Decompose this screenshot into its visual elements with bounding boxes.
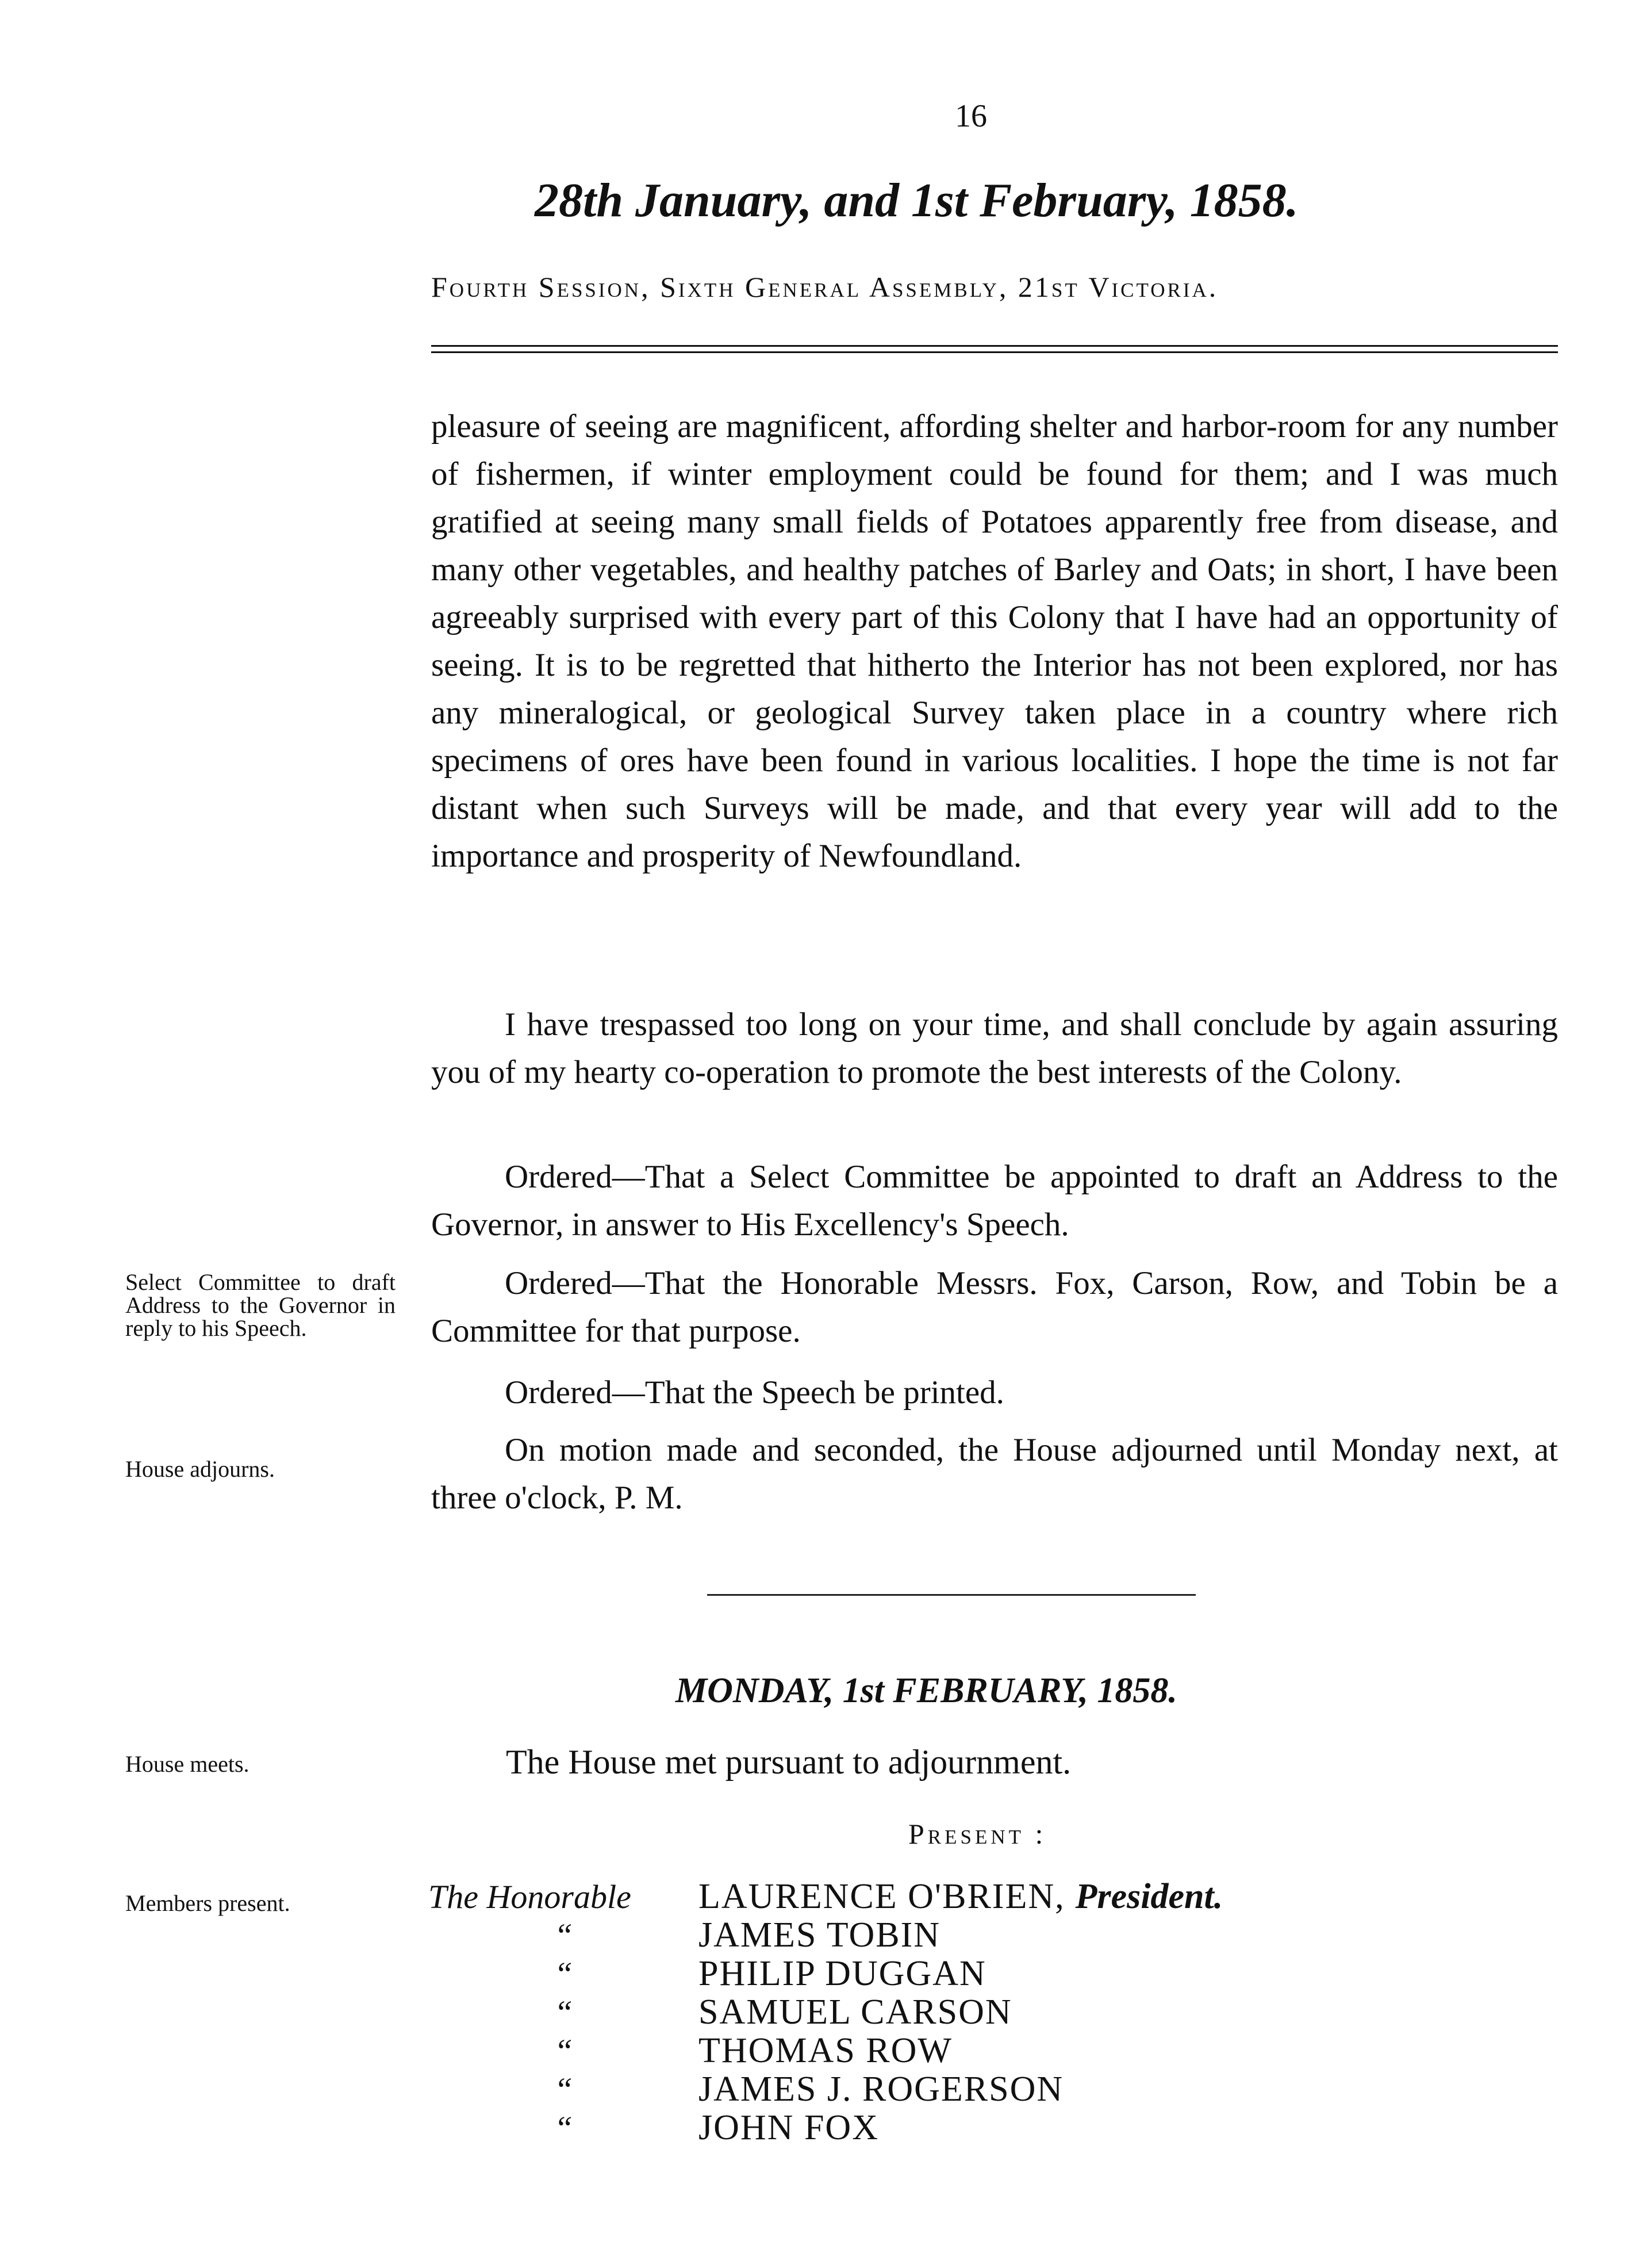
page-date-title: 28th January, and 1st February, 1858. bbox=[535, 174, 1299, 227]
member-row bbox=[428, 1955, 1223, 1993]
member-name: THOMAS ROW bbox=[698, 2031, 953, 2070]
member-row bbox=[428, 2032, 1223, 2070]
member-name: JAMES J. ROGERSON bbox=[698, 2070, 1064, 2109]
margin-note-select-committee: Select Committee to draft Address to the Governor in reply to his Speech. bbox=[125, 1269, 396, 1341]
paragraph-order-committee-members bbox=[431, 1259, 1558, 1355]
member-name: LAURENCE O'BRIEN, bbox=[698, 1877, 1065, 1916]
paragraph-house-adjourned bbox=[431, 1426, 1558, 1522]
ditto-mark: “ bbox=[554, 1955, 573, 1993]
member-row bbox=[428, 1916, 1223, 1955]
ditto-mark: “ bbox=[554, 2109, 573, 2147]
paragraph-text: Ordered—That the Speech be printed. bbox=[505, 1374, 1004, 1411]
present-label: Present : bbox=[908, 1818, 1047, 1850]
member-name: PHILIP DUGGAN bbox=[698, 1954, 986, 1993]
member-name: SAMUEL CARSON bbox=[698, 1993, 1012, 2032]
ditto-mark: “ bbox=[554, 1917, 573, 1954]
paragraph-order-select-committee bbox=[431, 1153, 1558, 1248]
member-row bbox=[428, 1993, 1223, 2032]
member-name: JAMES TOBIN bbox=[698, 1915, 941, 1955]
session-line: Fourth Session, Sixth General Assembly, 21st Victoria. bbox=[431, 271, 1219, 303]
members-list bbox=[428, 1878, 1223, 2147]
ditto-mark: “ bbox=[554, 1994, 573, 2031]
member-row bbox=[428, 2070, 1223, 2109]
monday-heading: MONDAY, 1st FEBRUARY, 1858. bbox=[675, 1671, 1177, 1710]
member-name: JOHN FOX bbox=[698, 2108, 879, 2147]
paragraph-text: I have trespassed too long on your time, and shall conclude by again assuring you of my hearty co-operation to promote the best interests of the Colony. bbox=[431, 1006, 1558, 1090]
ditto-mark: “ bbox=[554, 2032, 573, 2070]
margin-note-members-present: Members present. bbox=[125, 1890, 290, 1916]
member-title: President. bbox=[1075, 1877, 1223, 1916]
paragraph-text: pleasure of seeing are magnificent, affording shelter and harbor-room for any number of fishermen, if winter employment could be found for them; and I was much gratified at seeing many small fields of Potatoes apparently free from disease, and many other vegetables, and healthy patches of Barley and Oats; in short, I have been agreeably surprised with every part of this Colony that I have had an opportunity of seeing. It is to be regretted that hitherto the Interior has not been explored, nor has any mineralogical, or geological Survey taken place in a country where rich specimens of ores have been found in various localities. I hope the time is not far distant when such Surveys will be made, and that every year will add to the importance and prosperity of Newfoundland. bbox=[431, 408, 1558, 874]
paragraph-closing-speech bbox=[431, 1001, 1558, 1096]
section-divider bbox=[707, 1594, 1196, 1596]
header-divider bbox=[431, 345, 1558, 353]
page-number: 16 bbox=[955, 98, 987, 134]
member-row bbox=[428, 2109, 1223, 2147]
margin-note-house-meets: House meets. bbox=[125, 1751, 249, 1777]
paragraph-text: Ordered—That a Select Committee be appointed to draft an Address to the Governor, in answer to His Excellency's Speech. bbox=[431, 1159, 1558, 1243]
paragraph-governor-speech bbox=[431, 403, 1558, 880]
paragraph-text: On motion made and seconded, the House adjourned until Monday next, at three o'clock, P. M. bbox=[431, 1432, 1558, 1516]
paragraph-text: Ordered—That the Honorable Messrs. Fox, Carson, Row, and Tobin be a Committee for that purpose. bbox=[431, 1265, 1558, 1349]
member-row bbox=[428, 1878, 1223, 1916]
ditto-mark: “ bbox=[554, 2071, 573, 2108]
paragraph-order-speech-printed bbox=[431, 1369, 1558, 1416]
margin-note-house-adjourns: House adjourns. bbox=[125, 1456, 275, 1482]
house-met-line: The House met pursuant to adjournment. bbox=[506, 1743, 1072, 1781]
member-prefix: The Honorable bbox=[428, 1878, 631, 1915]
